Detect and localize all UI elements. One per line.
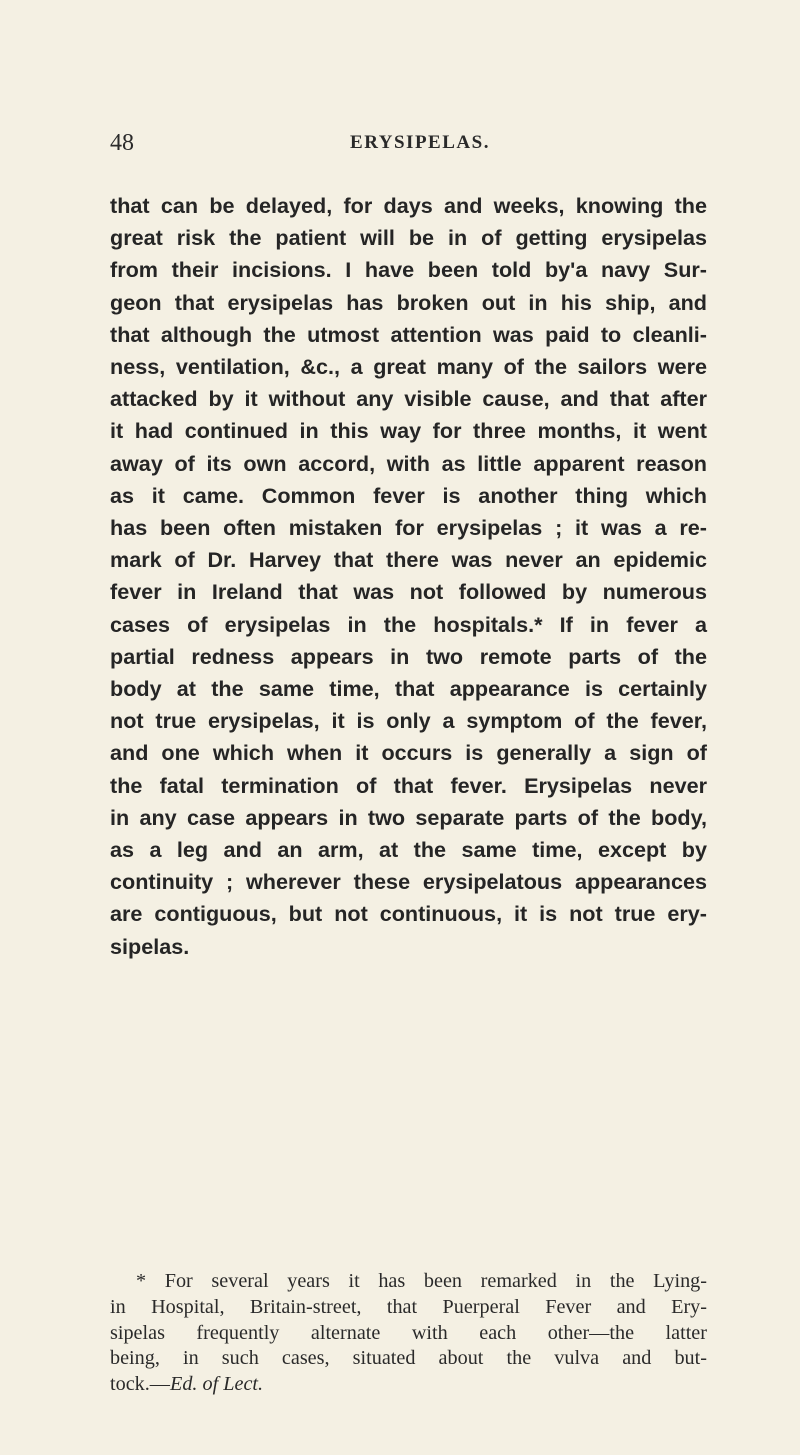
- body-line: ness, ventilation, &c., a great many of the sailors were: [110, 354, 707, 380]
- body-line: great risk the patient will be in of getting erysipelas: [110, 225, 707, 251]
- body-line: as a leg and an arm, at the same time, except by: [110, 837, 707, 863]
- body-line: has been often mistaken for erysipelas ; it was a re-: [110, 515, 707, 541]
- body-line: that can be delayed, for days and weeks, knowing the: [110, 193, 707, 218]
- body-line: geon that erysipelas has broken out in his ship, and: [110, 289, 707, 315]
- body-line: in any case appears in two separate parts of the body,: [110, 804, 707, 830]
- footnote: [110, 1269, 707, 1398]
- body-line: and one which when it occurs is generally a sign of: [110, 740, 707, 766]
- running-head: ERYSIPELAS.: [350, 132, 490, 153]
- footnote-end-text: tock.—: [110, 1373, 170, 1396]
- body-line: sipelas.: [110, 933, 190, 959]
- body-line: from their incisions. I have been told by'a navy Sur-: [110, 257, 707, 283]
- body-line: that although the utmost attention was paid to cleanli-: [110, 321, 707, 347]
- body-line: continuity ; wherever these erysipelatous appearances: [110, 869, 707, 895]
- body-line: as it came. Common fever is another thing which: [110, 482, 707, 508]
- page-header: [110, 130, 710, 170]
- footnote-line: sipelas frequently alternate with each other—the latter: [110, 1321, 707, 1344]
- page-number: 48: [110, 130, 134, 156]
- body-line: body at the same time, that appearance is certainly: [110, 676, 707, 702]
- footnote-last-line: [110, 1372, 707, 1398]
- body-line: are contiguous, but not continuous, it is not true ery-: [110, 901, 707, 927]
- body-line: the fatal termination of that fever. Erysipelas never: [110, 772, 707, 798]
- footnote-line: in Hospital, Britain-street, that Puerperal Fever and Ery-: [110, 1295, 707, 1318]
- body-line: not true erysipelas, it is only a symptom of the fever,: [110, 708, 707, 734]
- footnote-line: being, in such cases, situated about the vulva and but-: [110, 1347, 707, 1370]
- footnote-line: * For several years it has been remarked in the Lying-: [136, 1270, 707, 1292]
- body-line: it had continued in this way for three months, it went: [110, 418, 707, 444]
- body-line: partial redness appears in two remote parts of the: [110, 643, 707, 669]
- body-line: away of its own accord, with as little apparent reason: [110, 450, 707, 476]
- footnote-attribution: Ed. of Lect.: [170, 1373, 264, 1396]
- body-line: mark of Dr. Harvey that there was never an epidemic: [110, 547, 707, 573]
- body-paragraph: [110, 190, 707, 963]
- body-line: attacked by it without any visible cause, and that after: [110, 386, 707, 412]
- body-line: fever in Ireland that was not followed by numerous: [110, 579, 707, 605]
- body-line: cases of erysipelas in the hospitals.* If in fever a: [110, 611, 707, 637]
